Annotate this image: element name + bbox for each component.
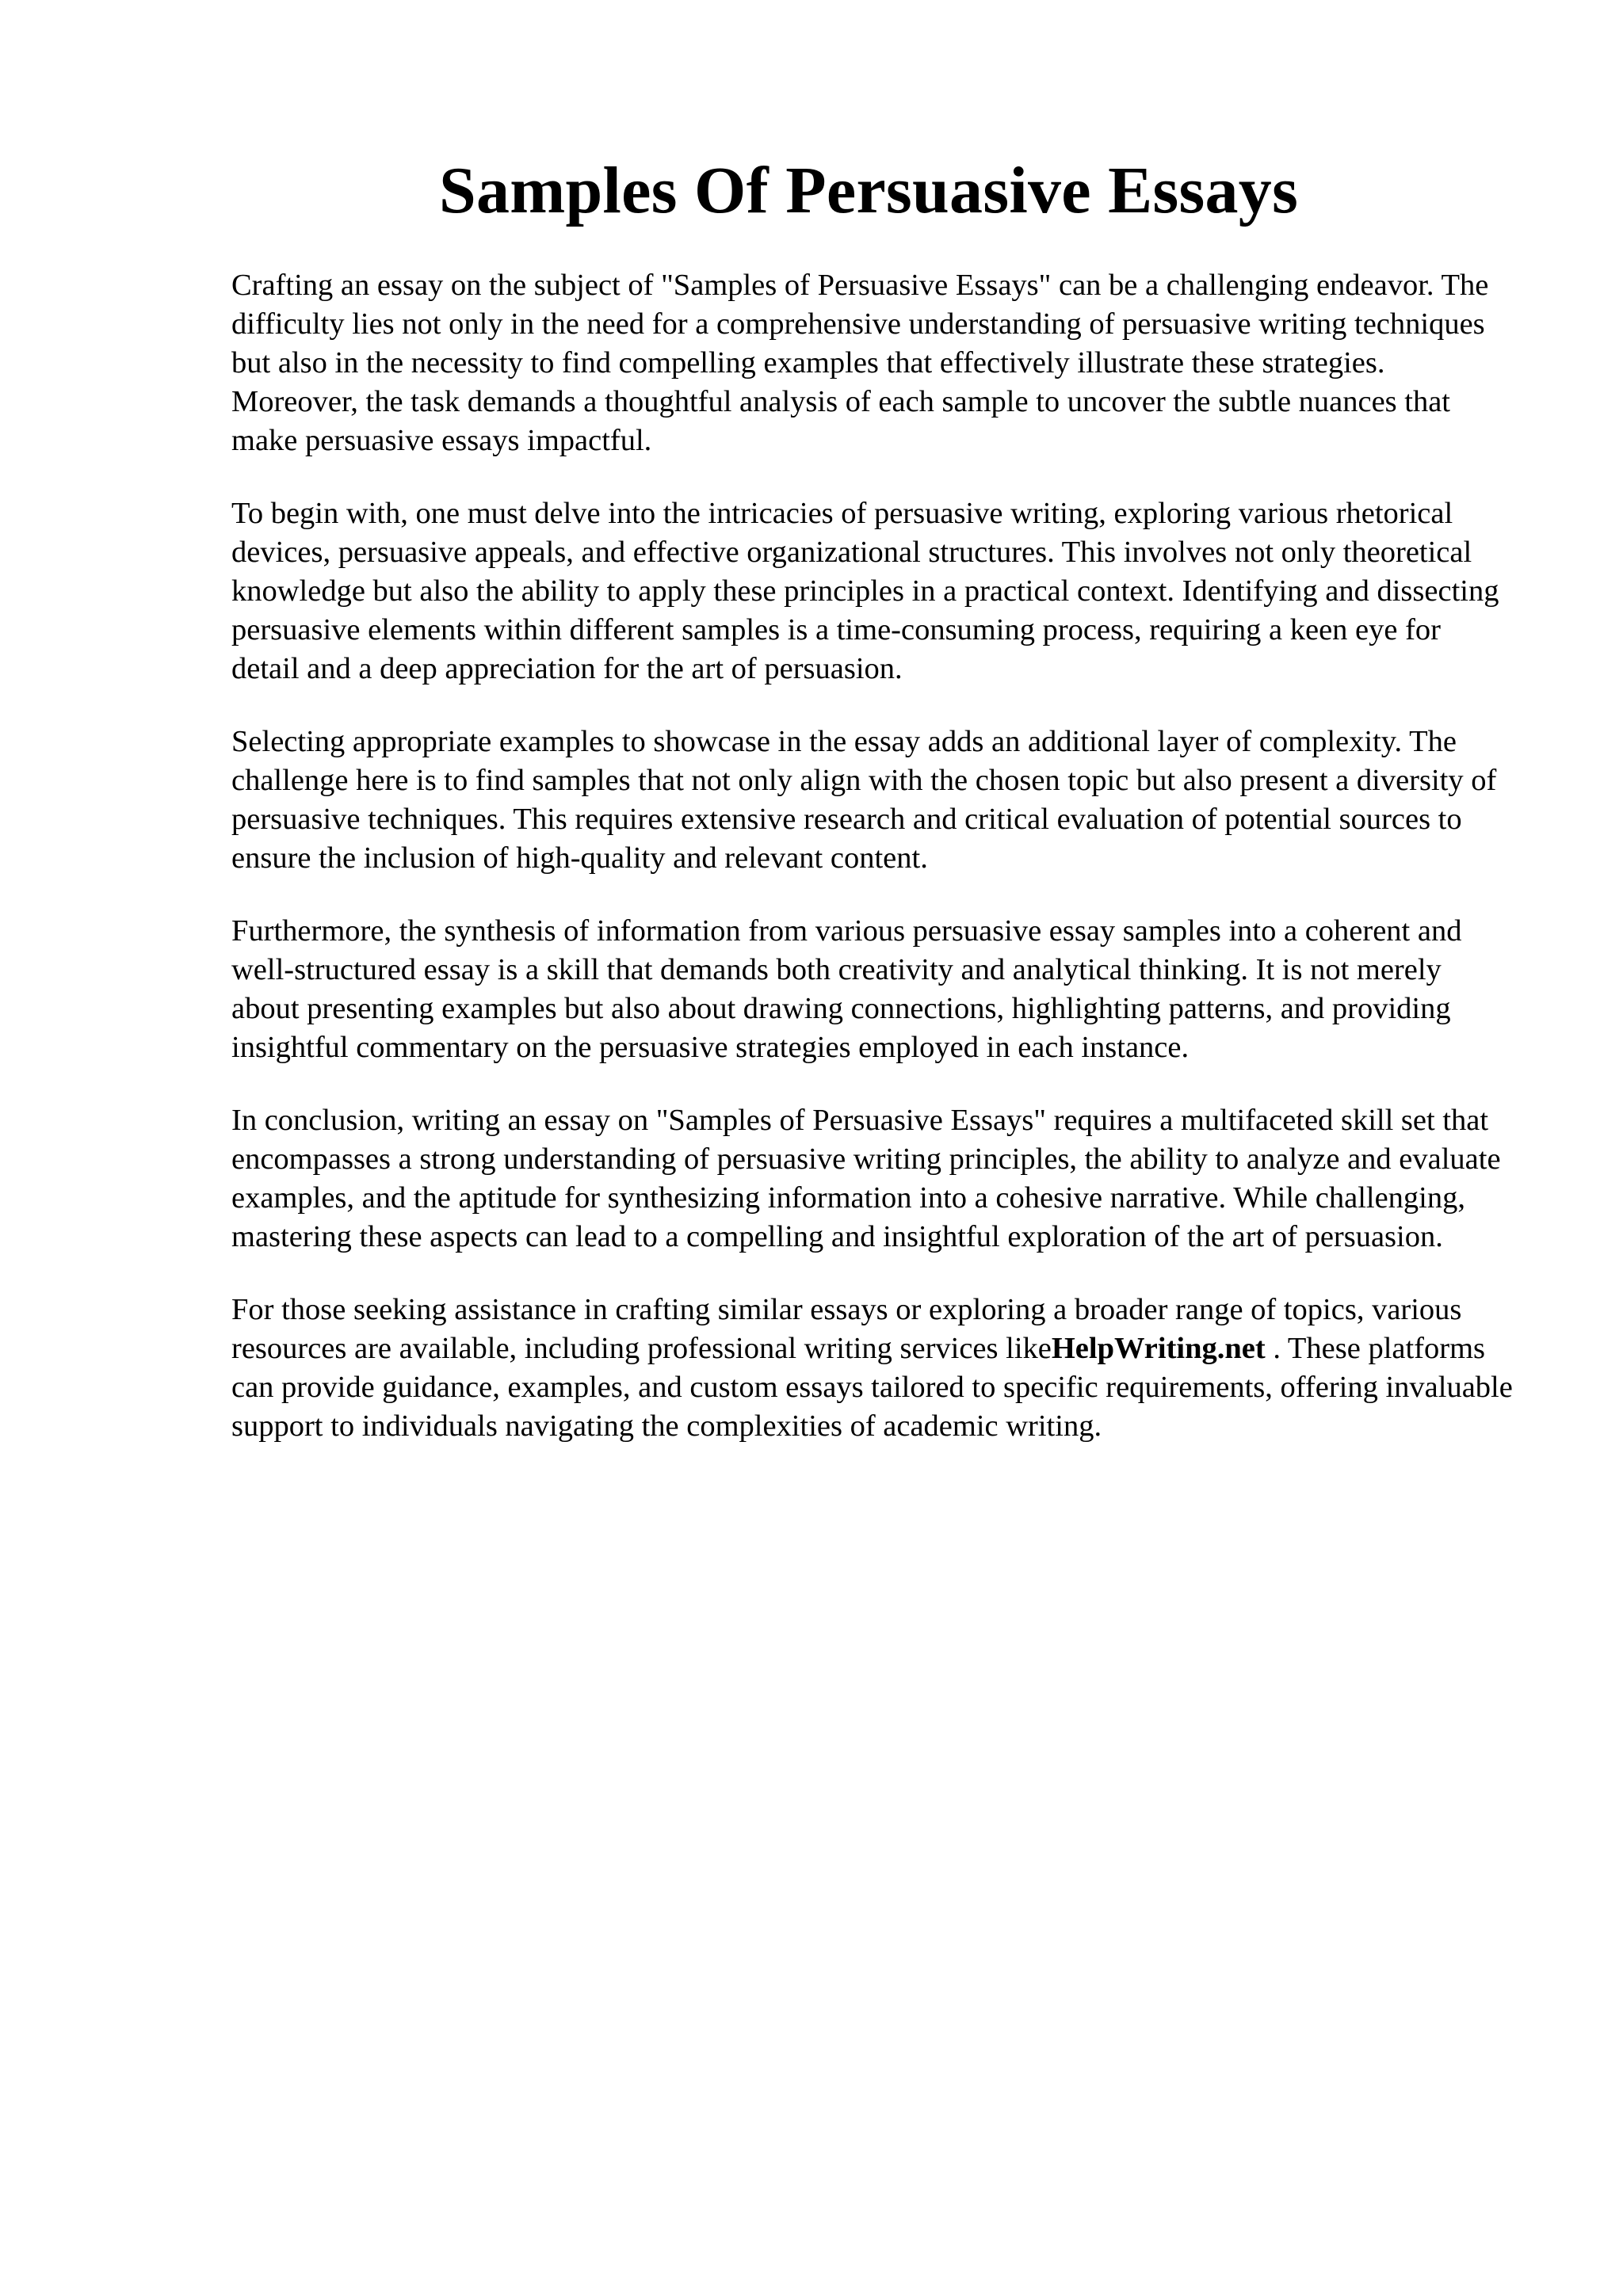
paragraph-6 [231,1291,1515,1446]
paragraph-1: Crafting an essay on the subject of "Samples of Persuasive Essays" can be a challenging endeavor. The difficulty lies not only in the need for a comprehensive understanding of persuasive writing techniques but also in the necessity to find compelling examples that effectively illustrate these strategies. Moreover, the task demands a thoughtful analysis of each sample to uncover the subtle nuances that make persuasive essays impactful. [231,269,1489,457]
paragraph-5: In conclusion, writing an essay on "Samples of Persuasive Essays" requires a multifaceted skill set that encompasses a strong understanding of persuasive writing principles, the ability to analyze and evaluate examples, and the aptitude for synthesizing information into a cohesive narrative. While challenging, mastering these aspects can lead to a compelling and insightful exploration of the art of persuasion. [231,1104,1501,1253]
brand-name: HelpWriting.net [1051,1332,1266,1365]
paragraph-6-text-after: . These platforms can provide guidance, examples, and custom essays tailored to specific requirements, offering invaluable support to individuals navigating the complexities of academic writing. [231,1332,1513,1443]
document-title: Samples Of Persuasive Essays [438,154,1299,227]
paragraph-4: Furthermore, the synthesis of information from various persuasive essay samples into a coherent and well-structured essay is a skill that demands both creativity and analytical thinking. It is not merely about presenting examples but also about drawing connections, highlighting patterns, and providing insightful commentary on the persuasive strategies employed in each instance. [231,914,1462,1064]
paragraph-6-text-before: For those seeking assistance in crafting similar essays or exploring a broader range of topics, various resources are available, including professional writing services like [231,1293,1462,1365]
paragraph-3: Selecting appropriate examples to showcase in the essay adds an additional layer of complexity. The challenge here is to find samples that not only align with the chosen topic but also present a diversity of persuasive techniques. This requires extensive research and critical evaluation of potential sources to ensure the inclusion of high-quality and relevant content. [231,725,1497,875]
document-body [231,266,1515,1480]
paragraph-2: To begin with, one must delve into the intricacies of persuasive writing, exploring various rhetorical devices, persuasive appeals, and effective organizational structures. This involves not only theoretical knowledge but also the ability to apply these principles in a practical context. Identifying and dissecting persuasive elements within different samples is a time-consuming process, requiring a keen eye for detail and a deep appreciation for the art of persuasion. [231,497,1499,685]
